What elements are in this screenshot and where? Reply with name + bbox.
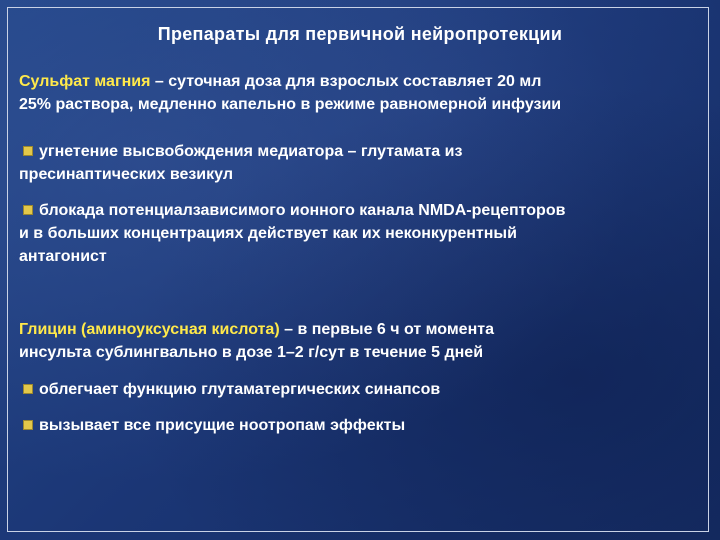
bullet-text-line2: и в больших концентрациях действует как их неконкурентный — [19, 225, 517, 242]
square-bullet-icon — [23, 384, 33, 394]
magnesium-paragraph — [19, 70, 704, 116]
glycine-paragraph — [19, 318, 704, 364]
glycine-name: Глицин (аминоуксусная кислота) — [19, 321, 280, 338]
magnesium-desc-line1: – суточная доза для взрослых составляет 20 мл — [150, 73, 542, 90]
glycine-desc-line2: инсульта сублингвально в дозе 1–2 г/сут в течение 5 дней — [19, 344, 484, 361]
bullet-text-line2: пресинаптических везикул — [19, 166, 233, 183]
magnesium-bullet-2 — [19, 199, 704, 268]
magnesium-bullet-1 — [19, 140, 704, 186]
glycine-bullet-1 — [19, 378, 704, 401]
glycine-bullet-2 — [19, 414, 704, 437]
square-bullet-icon — [23, 146, 33, 156]
square-bullet-icon — [23, 205, 33, 215]
bullet-text-line1: блокада потенциалзависимого ионного канала NMDA-рецепторов — [39, 202, 566, 219]
slide-title: Препараты для первичной нейропротекции — [157, 24, 563, 44]
bullet-text-line1: вызывает все присущие ноотропам эффекты — [39, 417, 406, 434]
square-bullet-icon — [23, 420, 33, 430]
magnesium-desc-line2: 25% раствора, медленно капельно в режиме равномерной инфузии — [19, 96, 562, 113]
bullet-text-line3: антагонист — [19, 248, 107, 265]
magnesium-name: Сульфат магния — [19, 73, 151, 90]
glycine-desc-line1: – в первые 6 ч от момента — [279, 321, 494, 338]
bullet-text-line1: угнетение высвобождения медиатора – глутамата из — [39, 143, 463, 160]
bullet-text-line1: облегчает функцию глутаматергических синапсов — [39, 381, 441, 398]
